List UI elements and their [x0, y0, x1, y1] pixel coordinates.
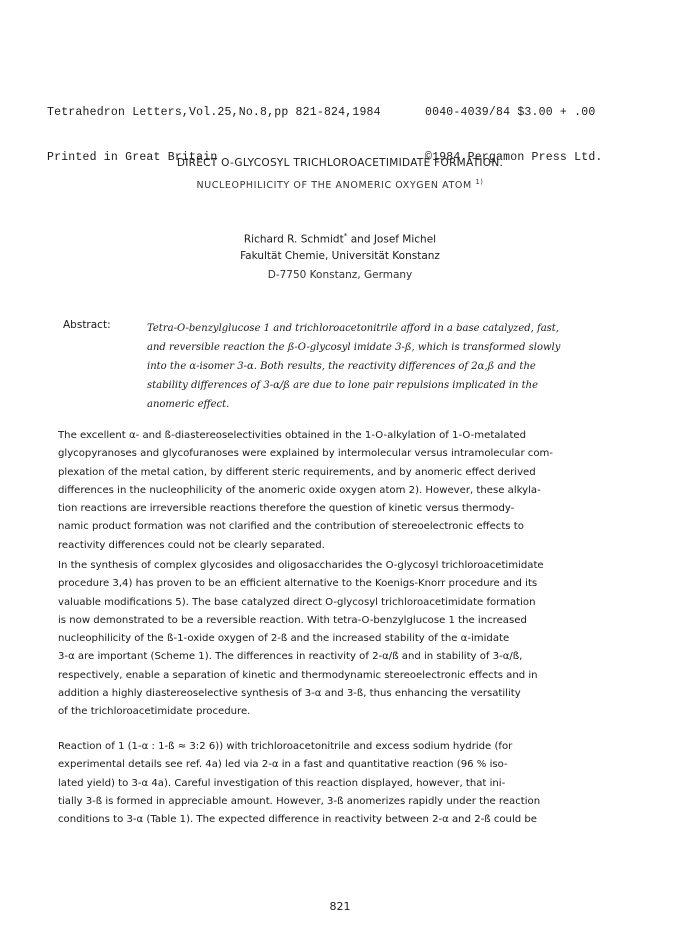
body-paragraph-1 [58, 427, 628, 555]
abstract-line: and reversible reaction the ß-O-glycosyl imidate 3-ß, which is transformed slowly [147, 342, 561, 353]
body-line: tially 3-ß is formed in appreciable amount. However, 3-ß anomerizes rapidly under the reaction [58, 795, 541, 807]
abstract-line: anomeric effect. [147, 399, 230, 410]
co-author-name: and Josef Michel [350, 233, 437, 246]
body-line: tion reactions are irreversible reactions therefore the question of kinetic versus thermody- [58, 503, 515, 515]
printed-in-line: Printed in Great Britain [47, 151, 218, 164]
author-name: Richard R. Schmidt [243, 233, 344, 246]
body-line: of the trichloroacetimidate procedure. [58, 706, 251, 718]
body-line: reactivity differences could not be clearly separated. [58, 539, 325, 551]
journal-citation [47, 75, 381, 195]
page-number: 821 [329, 900, 351, 913]
abstract-line: Tetra-O-benzylglucose 1 and trichloroacetonitrile afford in a base catalyzed, fast, [147, 323, 559, 334]
body-line: valuable modifications 5). The base catalyzed direct O-glycosyl trichloroacetimidate formation [58, 596, 536, 608]
body-line: plexation of the metal cation, by different steric requirements, and by anomeric effect derived [58, 466, 536, 478]
article-subtitle [0, 178, 680, 191]
citation-line: Tetrahedron Letters,Vol.25,No.8,pp 821-824,1984 [47, 106, 381, 119]
body-line: procedure 3,4) has proven to be an efficient alternative to the Koenigs-Knorr procedure and its [58, 578, 538, 590]
body-line: respectively, enable a separation of kinetic and thermodynamic stereoelectronic effects and in [58, 669, 538, 681]
body-line: experimental details see ref. 4a) led via 2-α in a fast and quantitative reaction (96 % iso- [58, 759, 508, 771]
abstract-label: Abstract: [63, 319, 111, 331]
affiliation: Fakultät Chemie, Universität Konstanz [240, 250, 440, 262]
article-title: DIRECT O-GLYCOSYL TRICHLOROACETIMIDATE FORMATION. [176, 157, 504, 169]
body-line: glycopyranoses and glycofuranoses were explained by intermolecular versus intramolecular com- [58, 448, 553, 460]
body-line: lated yield) to 3-α 4a). Careful investigation of this reaction displayed, however, that ini- [58, 777, 506, 789]
body-line: conditions to 3-α (Table 1). The expected difference in reactivity between 2-α and 2-ß could be [58, 814, 537, 826]
body-line: namic product formation was not clarified and the contribution of stereoelectronic effects to [58, 521, 524, 533]
copyright-block [425, 75, 603, 195]
body-line: is now demonstrated to be a reversible reaction. With tetra-O-benzylglucose 1 the increased [58, 614, 527, 626]
subtitle-text: NUCLEOPHILICITY OF THE ANOMERIC OXYGEN ATOM [196, 180, 472, 192]
abstract-line: stability differences of 3-α/ß are due to lone pair repulsions implicated in the [147, 380, 539, 391]
subtitle-reference: 1) [475, 178, 484, 186]
address: D-7750 Konstanz, Germany [267, 269, 413, 281]
author-line [0, 231, 680, 246]
abstract-body [147, 319, 635, 414]
issn-price-line: 0040-4039/84 $3.00 + .00 [425, 106, 596, 119]
body-line: In the synthesis of complex glycosides and oligosaccharides the O-glycosyl trichloroacetimidate [58, 560, 544, 571]
body-line: differences in the nucleophilicity of the anomeric oxide oxygen atom 2). However, these alkyla- [58, 484, 541, 496]
abstract-line: into the α-isomer 3-α. Both results, the reactivity differences of 2α,ß and the [147, 361, 536, 372]
corresponding-author-marker: * [343, 231, 348, 240]
body-line: The excellent α- and ß-diastereoselectivities obtained in the 1-O-alkylation of 1-O-metalated [58, 430, 527, 441]
body-line: Reaction of 1 (1-α : 1-ß ≈ 3:2 6)) with trichloroacetonitrile and excess sodium hydride (for [58, 741, 513, 752]
copyright-line: ©1984 Pergamon Press Ltd. [425, 151, 603, 164]
body-line: 3-α are important (Scheme 1). The differences in reactivity of 2-α/ß and in stability of 3-α/ß, [58, 651, 523, 663]
body-paragraph-3 [58, 738, 628, 829]
body-paragraph-2 [58, 557, 628, 722]
body-line: nucleophilicity of the ß-1-oxide oxygen of 2-ß and the increased stability of the α-imidate [58, 633, 510, 645]
body-line: addition a highly diastereoselective synthesis of 3-α and 3-ß, thus enhancing the versatility [58, 688, 521, 700]
